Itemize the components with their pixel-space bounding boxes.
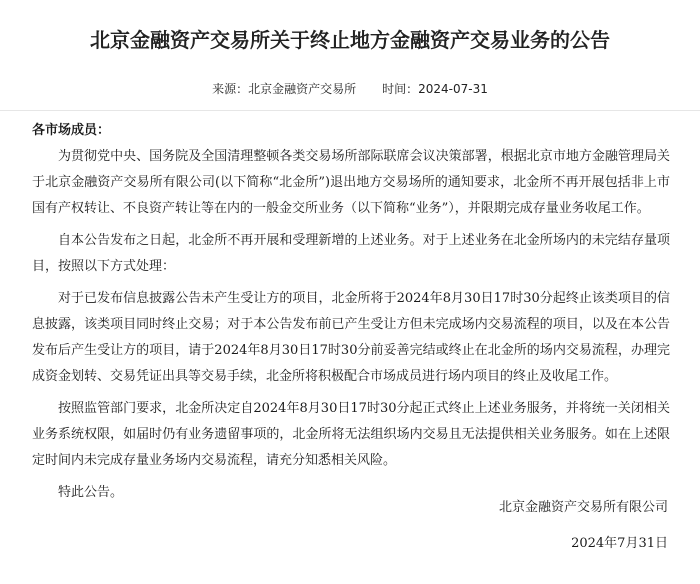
paragraph-1: 为贯彻党中央、国务院及全国清理整顿各类交易场所部际联席会议决策部署，根据北京市地方金融管理局关于北京金融资产交易所有限公司(以下简称“北金所”)退出地方交易场所的通知要求，北金所不再开展包括非上市国有产权转让、不良资产转让等在内的一般金交所业务（以下简称“业务”），并限期完成存量业务收尾工作。 — [32, 149, 670, 216]
article-body — [32, 118, 670, 516]
time-label: 时间：2024-07-31 — [382, 82, 488, 96]
article-meta — [0, 80, 700, 97]
paragraph-2: 自本公告发布之日起，北金所不再开展和受理新增的上述业务。对于上述业务在北金所场内的未完结存量项目，按照以下方式处理： — [32, 233, 670, 274]
closing-line: 特此公告。 — [58, 485, 124, 500]
signature-date: 2024年7月31日 — [571, 536, 668, 551]
page-title: 北京金融资产交易所关于终止地方金融资产交易业务的公告 — [90, 28, 610, 52]
signature-org: 北京金融资产交易所有限公司 — [498, 500, 668, 515]
paragraph-4: 按照监管部门要求，北金所决定自2024年8月30日17时30分起正式终止上述业务服务，并将统一关闭相关业务系统权限，如届时仍有业务遗留事项的，北金所将无法组织场内交易且无法提供相关业务服务。如在上述限定时间内未完成存量业务场内交易流程，请充分知悉相关风险。 — [32, 401, 670, 468]
greeting: 各市场成员： — [32, 123, 111, 138]
paragraph-3: 对于已发布信息披露公告未产生受让方的项目，北金所将于2024年8月30日17时30分起终止该类项目的信息披露，该类项目同时终止交易；对于本公告发布前已产生受让方但未完成场内交易流程的项目，以及在本公告发布后产生受让方的项目，请于2024年8月30日17时30分前妥善完结或终止在北金所的场内交易流程，办理完成资金划转、交易凭证出具等交易手续，北金所将积极配合市场成员进行场内项目的终止及收尾工作。 — [32, 291, 670, 384]
header-divider — [0, 110, 700, 111]
source-label: 来源：北京金融资产交易所 — [212, 82, 357, 96]
